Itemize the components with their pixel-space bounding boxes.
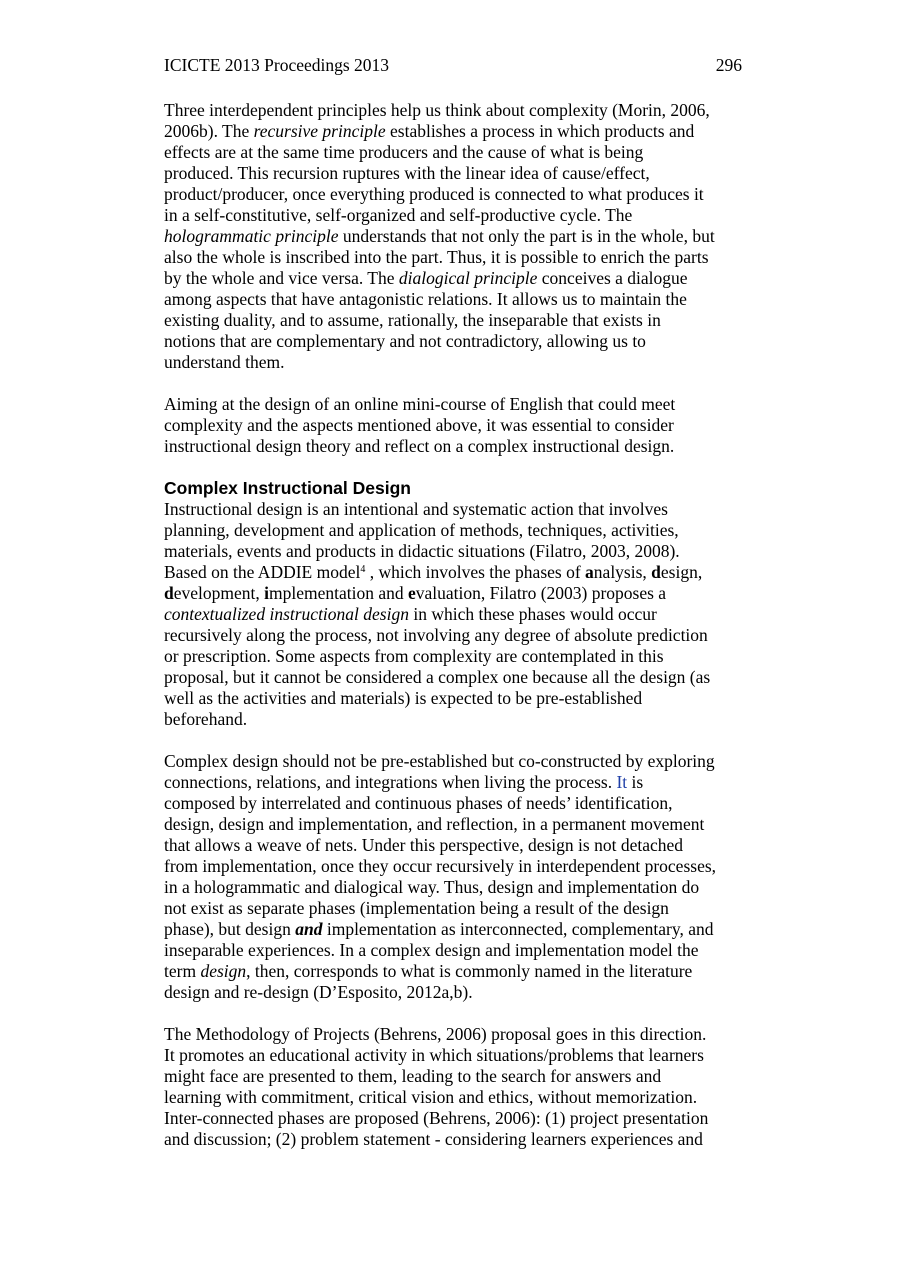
text-line [164, 961, 742, 982]
text-line: from implementation, once they occur recursively in interdependent processes, [164, 856, 717, 876]
text-line: design, design and implementation, and reflection, in a permanent movement [164, 814, 705, 834]
text-run: 2006b). The [164, 121, 254, 141]
highlighted-text: It [616, 772, 628, 792]
text-line: It promotes an educational activity in which situations/problems that learners [164, 1045, 704, 1065]
text-run: connections, relations, and integrations when living the process. [164, 772, 617, 792]
paragraph-complex-design [164, 751, 742, 1003]
text-line: recursively along the process, not involving any degree of absolute prediction [164, 625, 708, 645]
text-line: existing duality, and to assume, rationally, the inseparable that exists in [164, 310, 661, 330]
paragraph-instructional-design [164, 499, 742, 730]
text-line: Aiming at the design of an online mini-course of English that could meet [164, 394, 676, 414]
text-line: in a hologrammatic and dialogical way. Thus, design and implementation do [164, 877, 700, 897]
text-line: might face are presented to them, leading to the search for answers and [164, 1066, 662, 1086]
emphasis-text: hologrammatic principle [164, 226, 339, 246]
paragraph-aim [164, 394, 742, 457]
text-run: establishes a process in which products and [385, 121, 695, 141]
footnote-marker: 4 [360, 564, 366, 575]
text-line: The Methodology of Projects (Behrens, 2006) proposal goes in this direction. [164, 1024, 707, 1044]
text-line [164, 583, 742, 604]
text-run: , which involves the phases of [365, 562, 586, 582]
text-line: materials, events and products in didactic situations (Filatro, 2003, 2008). [164, 541, 680, 561]
text-run: implementation as interconnected, complementary, and [322, 919, 714, 939]
text-line: in a self-constitutive, self-organized and self-productive cycle. The [164, 205, 633, 225]
text-line: well as the activities and materials) is expected to be pre-established [164, 688, 643, 708]
text-line [164, 772, 742, 793]
text-run: nalysis, [593, 562, 652, 582]
text-line: also the whole is inscribed into the part. Thus, it is possible to enrich the parts [164, 247, 709, 267]
paragraph-methodology [164, 1024, 742, 1150]
text-line: composed by interrelated and continuous phases of needs’ identification, [164, 793, 673, 813]
text-run: understands that not only the part is in the whole, but [338, 226, 715, 246]
text-line: or prescription. Some aspects from complexity are contemplated in this [164, 646, 664, 666]
bold-letter: d [164, 583, 174, 603]
text-line: product/producer, once everything produced is connected to what produces it [164, 184, 704, 204]
paragraph-principles [164, 100, 742, 373]
emphasis-text: recursive principle [253, 121, 386, 141]
text-line: effects are at the same time producers and the cause of what is being [164, 142, 644, 162]
bold-letter: a [585, 562, 594, 582]
text-line: proposal, but it cannot be considered a complex one because all the design (as [164, 667, 711, 687]
section-heading: Complex Instructional Design [164, 478, 411, 498]
text-line: that allows a weave of nets. Under this perspective, design is not detached [164, 835, 684, 855]
text-line: design and re-design (D’Esposito, 2012a,b). [164, 982, 473, 1002]
text-line: instructional design theory and reflect on a complex instructional design. [164, 436, 675, 456]
text-line [164, 226, 742, 247]
text-line [164, 562, 742, 583]
text-run: is [627, 772, 644, 792]
running-title: ICICTE 2013 Proceedings 2013 [164, 55, 390, 75]
text-run: mplementation and [269, 583, 408, 603]
text-line [164, 604, 742, 625]
bold-letter: i [264, 583, 269, 603]
text-run: valuation, Filatro (2003) proposes a [415, 583, 667, 603]
bold-letter: e [408, 583, 416, 603]
text-line [164, 268, 742, 289]
text-line: learning with commitment, critical vision and ethics, without memorization. [164, 1087, 698, 1107]
text-run: evelopment, [173, 583, 265, 603]
text-run: in which these phases would occur [408, 604, 657, 624]
emphasis-text: contextualized instructional design [164, 604, 409, 624]
page-header [164, 54, 742, 76]
text-line: and discussion; (2) problem statement - considering learners experiences and [164, 1129, 703, 1149]
text-line [164, 121, 742, 142]
text-run: term [164, 961, 201, 981]
text-line: not exist as separate phases (implementation being a result of the design [164, 898, 669, 918]
text-line: Inter-connected phases are proposed (Behrens, 2006): (1) project presentation [164, 1108, 709, 1128]
text-line: understand them. [164, 352, 285, 372]
text-line: complexity and the aspects mentioned above, it was essential to consider [164, 415, 674, 435]
text-line: notions that are complementary and not contradictory, allowing us to [164, 331, 646, 351]
text-run: esign, [660, 562, 703, 582]
document-page [164, 54, 742, 1171]
text-run: Based on the ADDIE model [164, 562, 361, 582]
text-line: planning, development and application of methods, techniques, activities, [164, 520, 679, 540]
text-line: beforehand. [164, 709, 248, 729]
text-line: Three interdependent principles help us think about complexity (Morin, 2006, [164, 100, 710, 120]
bold-letter: d [651, 562, 661, 582]
text-run: , then, corresponds to what is commonly named in the literature [246, 961, 693, 981]
text-line: among aspects that have antagonistic relations. It allows us to maintain the [164, 289, 687, 309]
text-line: produced. This recursion ruptures with the linear idea of cause/effect, [164, 163, 650, 183]
text-line: inseparable experiences. In a complex design and implementation model the [164, 940, 699, 960]
emphasis-text: dialogical principle [398, 268, 538, 288]
text-line: Complex design should not be pre-established but co-constructed by exploring [164, 751, 715, 771]
emphasis-text: design [200, 961, 247, 981]
text-run: by the whole and vice versa. The [164, 268, 399, 288]
text-line: Instructional design is an intentional and systematic action that involves [164, 499, 668, 519]
page-number: 296 [715, 55, 742, 75]
text-line [164, 919, 742, 940]
text-run: conceives a dialogue [537, 268, 688, 288]
text-run: phase), but design [164, 919, 296, 939]
strong-emphasis-text: and [295, 919, 323, 939]
